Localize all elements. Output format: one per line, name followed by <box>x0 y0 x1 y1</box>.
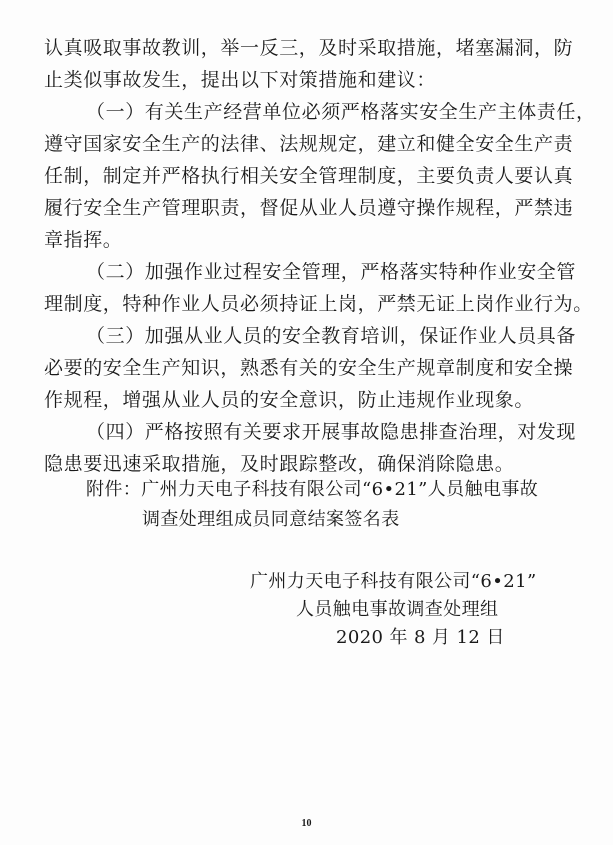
body-line: 遵守国家安全生产的法律、法规规定，建立和健全安全生产责 <box>44 133 574 155</box>
body-line: （一）有关生产经营单位必须严格落实安全生产主体责任， <box>86 101 596 123</box>
body-line: 作规程，增强从业人员的安全意识，防止违规作业现象。 <box>44 389 535 411</box>
body-line: 任制，制定并严格执行相关安全管理制度，主要负责人要认真 <box>44 165 574 187</box>
body-line: 履行安全生产管理职责，督促从业人员遵守操作规程，严禁违 <box>44 197 574 219</box>
body-line: 理制度，特种作业人员必须持证上岗，严禁无证上岗作业行为。 <box>44 293 593 315</box>
body-line: （四）严格按照有关要求开展事故隐患排查治理，对发现 <box>86 421 577 443</box>
signature-org-line: 人员触电事故调查处理组 <box>296 599 499 620</box>
page-number: 10 <box>301 818 312 829</box>
body-line: 认真吸取事故教训，举一反三，及时采取措施，堵塞漏洞，防 <box>44 37 574 59</box>
signature-org-line: 广州力天电子科技有限公司“6•21” <box>250 571 537 592</box>
body-line: 止类似事故发生，提出以下对策措施和建议： <box>44 69 437 91</box>
body-line: （三）加强从业人员的安全教育培训，保证作业人员具备 <box>86 325 577 347</box>
attachment-line: 附件：广州力天电子科技有限公司“6•21”人员触电事故 <box>86 479 539 500</box>
body-line: 必要的安全生产知识，熟悉有关的安全生产规章制度和安全操 <box>44 357 574 379</box>
attachment-line: 调查处理组成员同意结案签名表 <box>142 509 400 530</box>
body-line: 章指挥。 <box>44 229 123 251</box>
signature-date: 2020 年 8 月 12 日 <box>336 627 505 648</box>
body-line: （二）加强作业过程安全管理，严格落实特种作业安全管 <box>86 261 577 283</box>
body-line: 隐患要迅速采取措施，及时跟踪整改，确保消除隐患。 <box>44 453 515 475</box>
